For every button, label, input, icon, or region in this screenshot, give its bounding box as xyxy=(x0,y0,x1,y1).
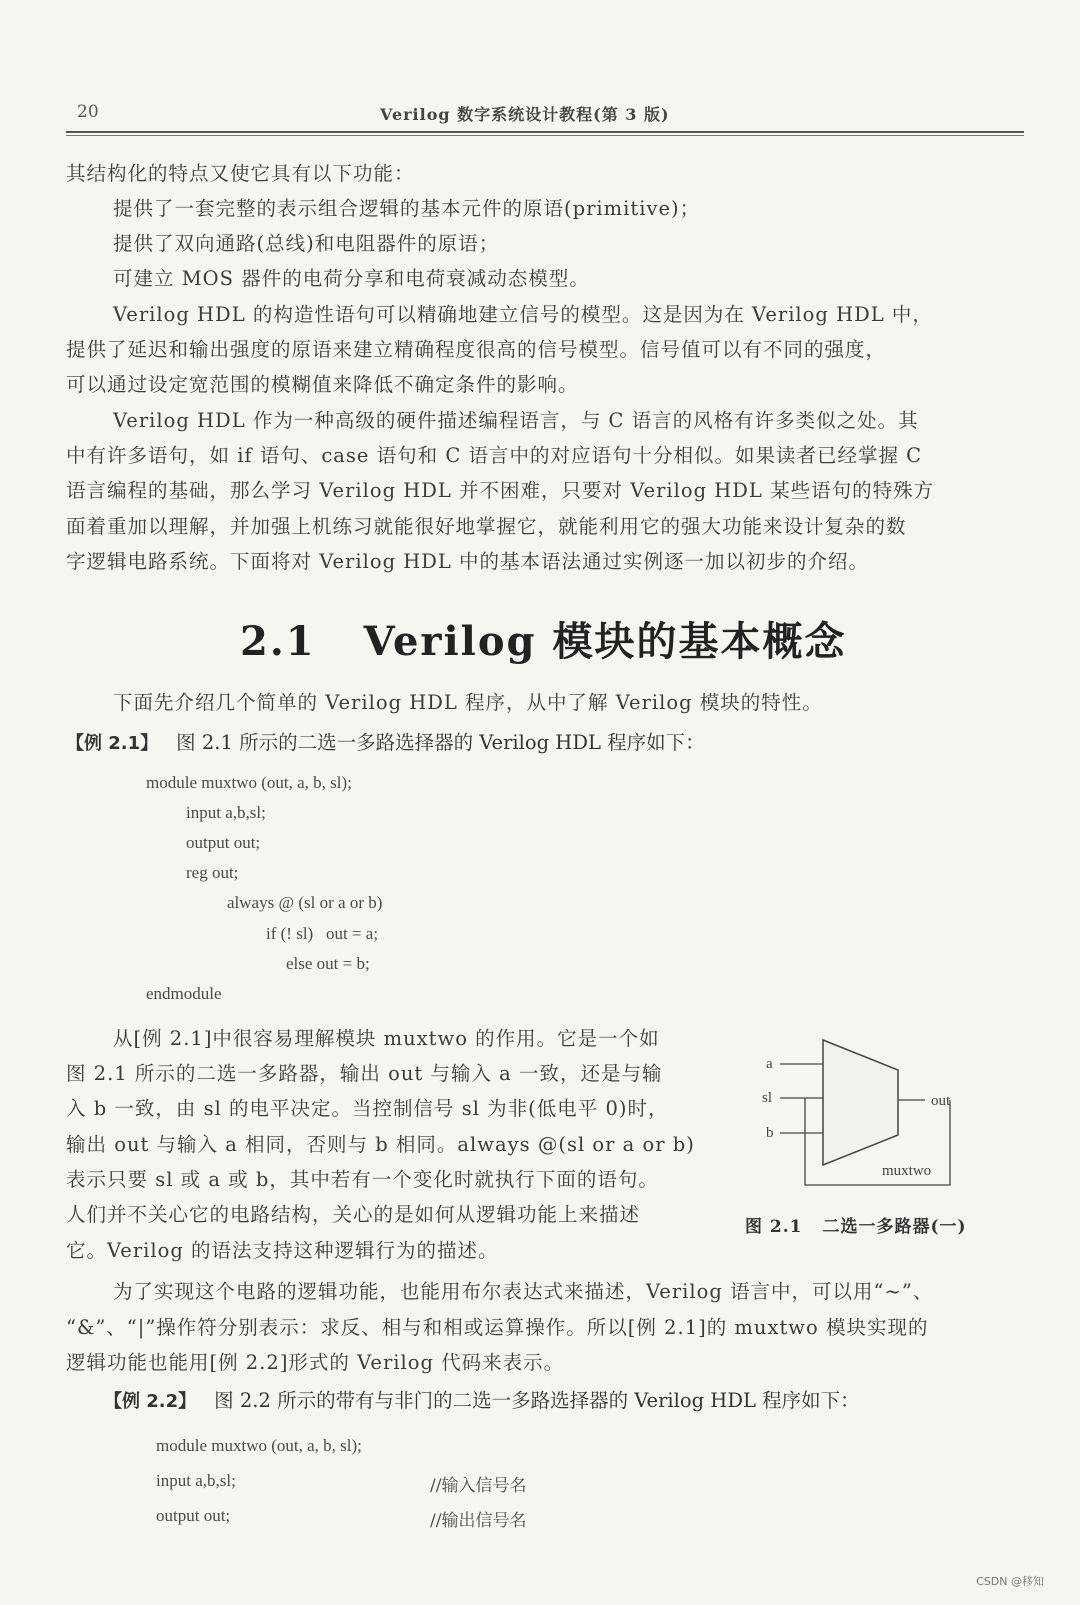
paragraph-line: “&”、“|”操作符分别表示：求反、相与和相或运算操作。所以[例 2.1]的 muxtwo 模块实现的 xyxy=(66,1316,929,1339)
watermark: CSDN @移知 xyxy=(976,1575,1044,1588)
header-rule-thin xyxy=(66,135,1024,136)
figure-caption xyxy=(745,1212,967,1237)
figure-number: 图 2.1 xyxy=(745,1217,803,1237)
paragraph-line: 为了实现这个电路的逻辑功能，也能用布尔表达式来描述，Verilog 语言中，可以用“~”、 xyxy=(113,1280,934,1303)
example-text: 图 2.2 所示的带有与非门的二选一多路选择器的 Verilog HDL 程序如下： xyxy=(214,1389,860,1412)
code-line: input a,b,sl; xyxy=(186,803,266,822)
label-out: out xyxy=(931,1093,951,1109)
code-line: reg out; xyxy=(186,863,239,882)
section-title: Verilog 模块的基本概念 xyxy=(363,618,847,665)
figure-caption-text: 二选一多路器(一) xyxy=(822,1217,967,1237)
section-heading xyxy=(240,610,846,667)
explanation-line: 表示只要 sl 或 a 或 b，其中若有一个变化时就执行下面的语句。 xyxy=(66,1168,659,1191)
example-tag: 【例 2.2】 xyxy=(104,1391,197,1412)
explanation-line: 人们并不关心它的电路结构，关心的是如何从逻辑功能上来描述 xyxy=(66,1203,641,1226)
code-line: module muxtwo (out, a, b, sl); xyxy=(146,773,352,792)
code-line: if (! sl) out = a; xyxy=(266,924,379,943)
explanation-line: 入 b 一致，由 sl 的电平决定。当控制信号 sl 为非(低电平 0)时， xyxy=(66,1097,669,1120)
example-2-2 xyxy=(104,1385,860,1413)
paragraph-line: 提供了延迟和输出强度的原语来建立精确程度很高的信号模型。信号值可以有不同的强度， xyxy=(66,338,887,361)
paragraph-line: 中有许多语句，如 if 语句、case 语句和 C 语言中的对应语句十分相似。如果读者已经掌握 C xyxy=(66,444,923,467)
code-line: always @ (sl or a or b) xyxy=(227,893,383,912)
code-line: endmodule xyxy=(146,984,222,1003)
paragraph-line: 逻辑功能也能用[例 2.2]形式的 Verilog 代码来表示。 xyxy=(66,1351,565,1374)
code-line: input a,b,sl; xyxy=(156,1471,236,1490)
example-text: 图 2.1 所示的二选一多路选择器的 Verilog HDL 程序如下： xyxy=(176,731,705,754)
example-tag: 【例 2.1】 xyxy=(66,733,159,754)
paragraph-line: 其结构化的特点又使它具有以下功能： xyxy=(66,162,415,185)
label-a: a xyxy=(766,1056,773,1072)
code-line: module muxtwo (out, a, b, sl); xyxy=(156,1436,362,1455)
code-line: output out; xyxy=(186,833,261,852)
paragraph-line: 字逻辑电路系统。下面将对 Verilog HDL 中的基本语法通过实例逐一加以初步的介绍。 xyxy=(66,550,870,573)
header-rule xyxy=(66,131,1024,133)
explanation-line: 它。Verilog 的语法支持这种逻辑行为的描述。 xyxy=(66,1239,499,1262)
explanation-line: 图 2.1 所示的二选一多路器，输出 out 与输入 a 一致，还是与输 xyxy=(66,1062,663,1085)
code-line: else out = b; xyxy=(286,954,370,973)
code-comment: //输出信号名 xyxy=(430,1511,527,1531)
page-number: 20 xyxy=(77,102,99,122)
paragraph-line: Verilog HDL 的构造性语句可以精确地建立信号的模型。这是因为在 Verilog HDL 中， xyxy=(113,303,933,326)
paragraph-line: 语言编程的基础，那么学习 Verilog HDL 并不困难，只要对 Verilog HDL 某些语句的特殊方 xyxy=(66,479,935,502)
code-line: output out; xyxy=(156,1506,231,1525)
paragraph-line: 可建立 MOS 器件的电荷分享和电荷衰减动态模型。 xyxy=(113,267,590,290)
paragraph-line: Verilog HDL 作为一种高级的硬件描述编程语言，与 C 语言的风格有许多类似之处。其 xyxy=(113,409,919,432)
explanation-line: 从[例 2.1]中很容易理解模块 muxtwo 的作用。它是一个如 xyxy=(113,1027,660,1050)
label-b: b xyxy=(766,1125,774,1141)
mux-diagram xyxy=(750,1030,990,1200)
paragraph-line: 提供了双向通路(总线)和电阻器件的原语； xyxy=(113,232,500,255)
mux-body xyxy=(823,1040,898,1165)
section-number: 2.1 xyxy=(240,618,316,665)
code-comment: //输入信号名 xyxy=(430,1476,527,1496)
label-module: muxtwo xyxy=(882,1163,932,1179)
example-2-1 xyxy=(66,727,705,755)
explanation-line: 输出 out 与输入 a 相同，否则与 b 相同。always @(sl or a or b) xyxy=(66,1133,695,1156)
running-header-title: Verilog 数字系统设计教程(第 3 版) xyxy=(380,105,670,124)
label-sl: sl xyxy=(762,1090,773,1106)
paragraph-line: 提供了一套完整的表示组合逻辑的基本元件的原语(primitive)； xyxy=(113,197,701,220)
section-intro: 下面先介绍几个简单的 Verilog HDL 程序，从中了解 Verilog 模块的特性。 xyxy=(113,691,823,714)
paragraph-line: 可以通过设定宽范围的模糊值来降低不确定条件的影响。 xyxy=(66,373,579,396)
paragraph-line: 面着重加以理解，并加强上机练习就能很好地掌握它，就能利用它的强大功能来设计复杂的数 xyxy=(66,515,907,538)
